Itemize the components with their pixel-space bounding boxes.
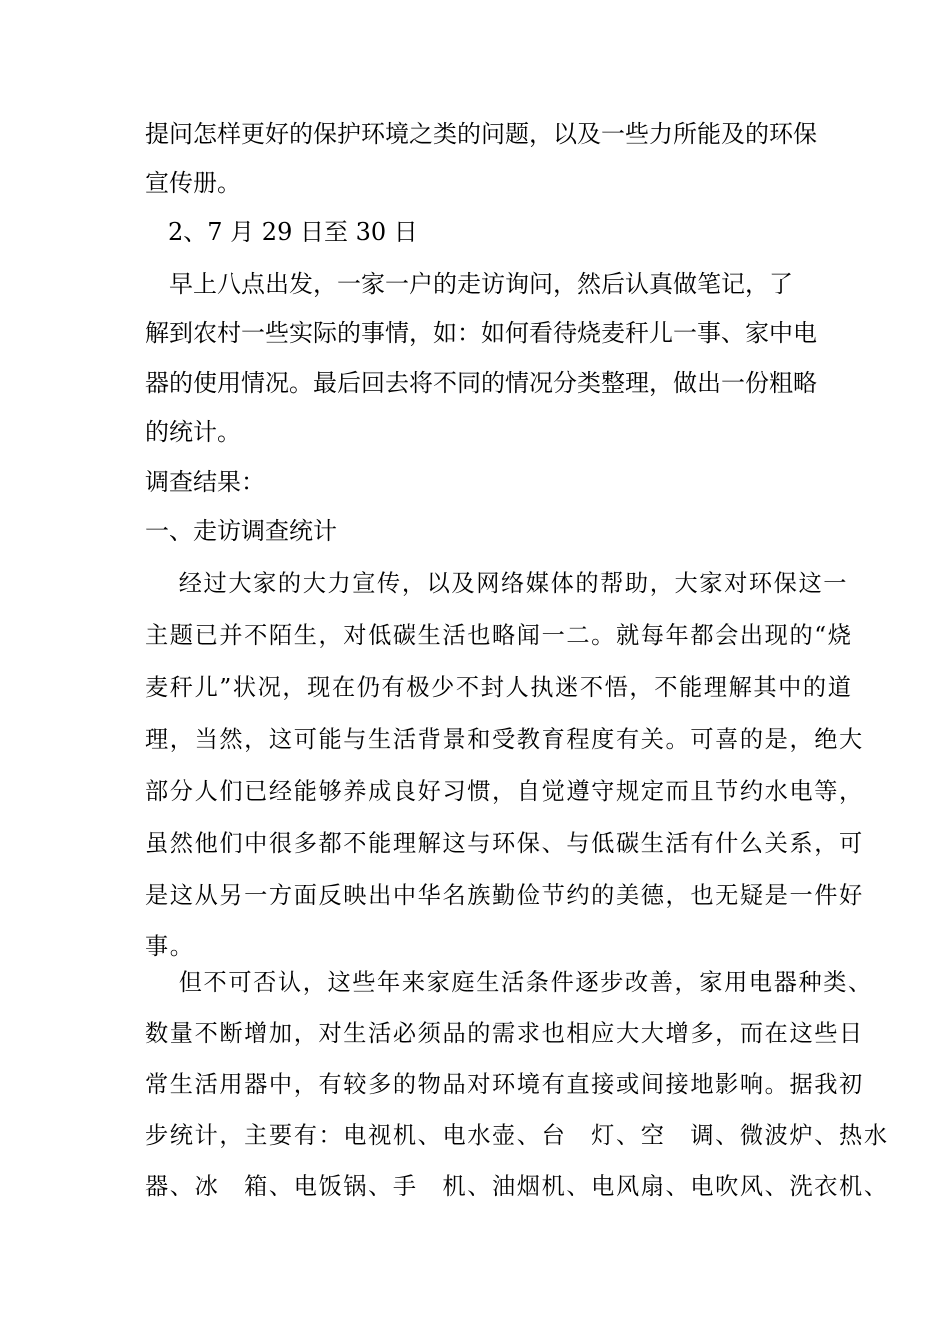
para2-line-3: 常生活用器中，有较多的物品对环境有直接或间接地影响。据我初 [145,1071,864,1098]
para1-line-4: 理，当然，这可能与生活背景和受教育程度有关。可喜的是，绝大 [145,726,864,753]
step2-heading: 2、7 月 29 日至 30 日 [168,218,418,246]
results-label: 调查结果： [145,468,265,496]
para1-line-3: 麦秆儿”状况，现在仍有极少不封人执迷不悟，不能理解其中的道 [145,674,853,701]
intro-line-2: 宣传册。 [145,169,241,197]
step2-para-line-1: 早上八点出发，一家一户的走访询问，然后认真做笔记，了 [145,270,793,298]
step2-para-line-2: 解到农村一些实际的事情，如：如何看待烧麦秆儿一事、家中电 [145,319,817,347]
para2-line-1: 但不可否认，这些年来家庭生活条件逐步改善，家用电器种类、 [145,969,873,996]
para1-line-5: 部分人们已经能够养成良好习惯，自觉遵守规定而且节约水电等， [145,778,864,805]
intro-line-1: 提问怎样更好的保护环境之类的问题，以及一些力所能及的环保 [145,120,817,148]
para1-line-1: 经过大家的大力宣传，以及网络媒体的帮助，大家对环保这一 [145,570,849,597]
step2-para-line-3: 器的使用情况。最后回去将不同的情况分类整理，做出一份粗略 [145,369,817,397]
step2-para-line-4: 的统计。 [145,418,241,446]
section1-heading: 一、走访调查统计 [145,517,337,545]
para1-line-6: 虽然他们中很多都不能理解这与环保、与低碳生活有什么关系，可 [145,830,864,857]
para2-line-2: 数量不断增加，对生活必须品的需求也相应大大增多，而在这些日 [145,1020,864,1047]
para2-line-4: 步统计，主要有：电视机、电水壶、台 灯、空 调、微波炉、热水 [145,1122,889,1149]
para1-line-7: 是这从另一方面反映出中华名族勤俭节约的美德，也无疑是一件好 [145,882,864,909]
para2-line-5: 器、冰 箱、电饭锅、手 机、油烟机、电风扇、电吹风、洗衣机、 [145,1173,889,1200]
para1-line-2: 主题已并不陌生，对低碳生活也略闻一二。就每年都会出现的“烧 [145,622,853,649]
para1-line-8: 事。 [145,933,195,960]
